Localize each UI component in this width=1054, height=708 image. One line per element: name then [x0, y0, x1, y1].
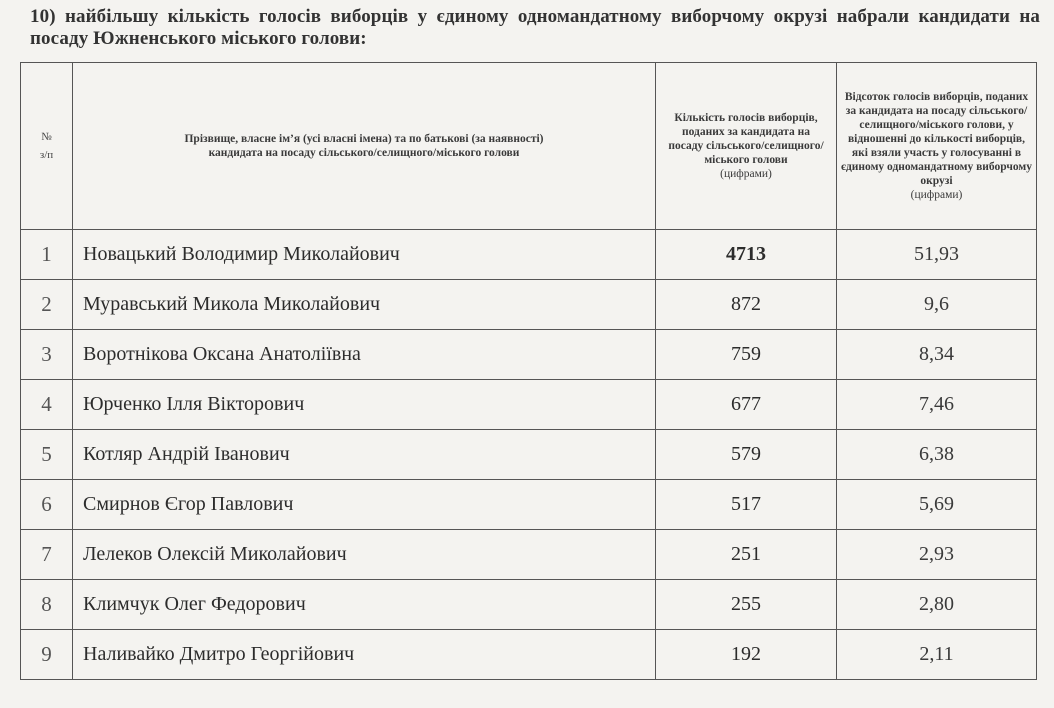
row-number: 6	[21, 480, 73, 530]
row-number: 3	[21, 330, 73, 380]
vote-count: 872	[656, 280, 837, 330]
row-number: 2	[21, 280, 73, 330]
vote-count: 255	[656, 580, 837, 630]
table-row	[21, 630, 1037, 680]
candidate-name: Смирнов Єгор Павлович	[73, 480, 656, 530]
vote-count: 251	[656, 530, 837, 580]
vote-count: 517	[656, 480, 837, 530]
table-row	[21, 330, 1037, 380]
vote-percent: 6,38	[837, 430, 1037, 480]
row-number: 8	[21, 580, 73, 630]
candidate-name: Наливайко Дмитро Георгійович	[73, 630, 656, 680]
table-row	[21, 580, 1037, 630]
header-number-symbol: №	[41, 131, 52, 143]
vote-count: 4713	[656, 230, 837, 280]
header-votes-note: (цифрами)	[720, 168, 772, 180]
candidate-name: Муравський Микола Миколайович	[73, 280, 656, 330]
header-votes	[656, 63, 837, 230]
vote-count: 579	[656, 430, 837, 480]
header-number	[21, 63, 73, 230]
header-candidate-name-text: Прізвище, власне ім’я (усі власні імена) та по батькові (за наявності) кандидата на посаду сільського/селищного/міського голови	[184, 133, 544, 159]
table-row	[21, 280, 1037, 330]
row-number: 1	[21, 230, 73, 280]
results-table	[20, 62, 1037, 680]
header-percent	[837, 63, 1037, 230]
candidate-name: Юрченко Ілля Вікторович	[73, 380, 656, 430]
vote-percent: 2,11	[837, 630, 1037, 680]
header-percent-note: (цифрами)	[910, 189, 963, 201]
row-number: 7	[21, 530, 73, 580]
header-percent-text: Відсоток голосів виборців, поданих за кандидата на посаду сільського/ селищного/міського голови, у відношенні до кількості виборців, які взяли участь у голосуванні в єдиному одномандатному виборчому окрузі	[841, 91, 1032, 187]
vote-count: 759	[656, 330, 837, 380]
candidate-name: Новацький Володимир Миколайович	[73, 230, 656, 280]
candidate-name: Климчук Олег Федорович	[73, 580, 656, 630]
vote-count: 677	[656, 380, 837, 430]
header-row	[21, 63, 1037, 230]
vote-percent: 9,6	[837, 280, 1037, 330]
table-row	[21, 430, 1037, 480]
vote-percent: 2,93	[837, 530, 1037, 580]
table-row	[21, 230, 1037, 280]
vote-count: 192	[656, 630, 837, 680]
vote-percent: 51,93	[837, 230, 1037, 280]
candidate-name: Воротнікова Оксана Анатоліївна	[73, 330, 656, 380]
candidate-name: Котляр Андрій Іванович	[73, 430, 656, 480]
vote-percent: 5,69	[837, 480, 1037, 530]
section-heading: 10) найбільшу кількість голосів виборців у єдиному одномандатному виборчому окрузі набрали кандидати на посаду Южненського міського голови:	[30, 6, 1040, 49]
header-votes-text: Кількість голосів виборців, поданих за кандидата на посаду сільського/селищного/ міського голови	[668, 112, 824, 166]
row-number: 9	[21, 630, 73, 680]
row-number: 5	[21, 430, 73, 480]
vote-percent: 8,34	[837, 330, 1037, 380]
header-number-abbr: з/п	[39, 149, 54, 161]
table-row	[21, 380, 1037, 430]
row-number: 4	[21, 380, 73, 430]
vote-percent: 7,46	[837, 380, 1037, 430]
candidate-name: Лелеков Олексій Миколайович	[73, 530, 656, 580]
table-row	[21, 530, 1037, 580]
header-candidate-name	[73, 63, 656, 230]
vote-percent: 2,80	[837, 580, 1037, 630]
table-row	[21, 480, 1037, 530]
